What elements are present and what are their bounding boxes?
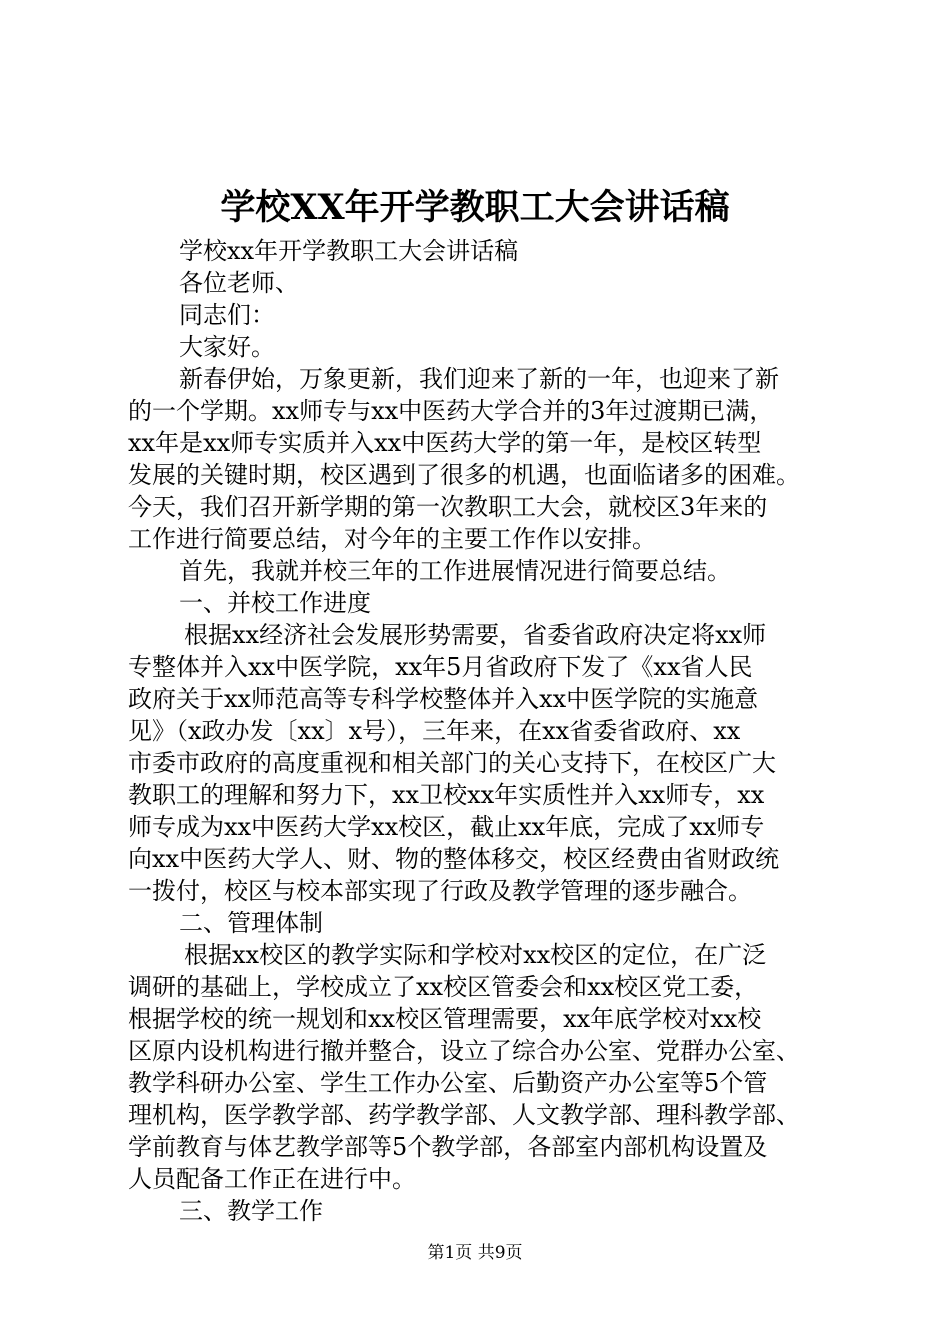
paragraph-line: 理机构，医学教学部、药学教学部、人文教学部、理科教学部、 (128, 1101, 800, 1129)
paragraph-line: 发展的关键时期，校区遇到了很多的机遇，也面临诸多的困难。 (128, 461, 800, 489)
paragraph-line: 区原内设机构进行撤并整合，设立了综合办公室、党群办公室、 (128, 1037, 800, 1065)
section-heading: 二、管理体制 (179, 909, 323, 937)
paragraph-line: 今天，我们召开新学期的第一次教职工大会，就校区3年来的 (128, 493, 768, 521)
paragraph-line: 的一个学期。xx师专与xx中医药大学合并的3年过渡期已满， (128, 397, 774, 425)
paragraph-line: xx年是xx师专实质并入xx中医药大学的第一年，是校区转型 (128, 429, 762, 457)
paragraph-line: 大家好。 (179, 333, 275, 361)
page-number-footer: 第1页 共9页 (427, 1243, 523, 1263)
section-heading: 三、教学工作 (179, 1197, 323, 1225)
paragraph-line: 各位老师、 (179, 269, 299, 297)
paragraph-line: 政府关于xx师范高等专科学校整体并入xx中医学院的实施意 (128, 685, 759, 713)
paragraph-line: 教学科研办公室、学生工作办公室、后勤资产办公室等5个管 (128, 1069, 768, 1097)
paragraph-line: 首先，我就并校三年的工作进展情况进行简要总结。 (179, 557, 731, 585)
paragraph-line: 根据学校的统一规划和xx校区管理需要，xx年底学校对xx校 (128, 1005, 762, 1033)
paragraph-line: 调研的基础上，学校成立了xx校区管委会和xx校区党工委， (128, 973, 759, 1001)
paragraph-line: 师专成为xx中医药大学xx校区，截止xx年底，完成了xx师专 (128, 813, 765, 841)
paragraph-line: 学前教育与体艺教学部等5个教学部，各部室内部机构设置及 (128, 1133, 768, 1161)
section-heading: 一、并校工作进度 (179, 589, 371, 617)
paragraph-line: 根据xx校区的教学实际和学校对xx校区的定位，在广泛 (184, 941, 767, 969)
document-title: 学校XX年开学教职工大会讲话稿 (220, 187, 730, 228)
paragraph-line: 工作进行简要总结，对今年的主要工作作以安排。 (128, 525, 656, 553)
paragraph-line: 人员配备工作正在进行中。 (128, 1165, 416, 1193)
paragraph-line: 学校xx年开学教职工大会讲话稿 (179, 237, 519, 265)
paragraph-line: 向xx中医药大学人、财、物的整体移交，校区经费由省财政统 (128, 845, 780, 873)
paragraph-line: 一拨付，校区与校本部实现了行政及教学管理的逐步融合。 (128, 877, 752, 905)
paragraph-line: 教职工的理解和努力下，xx卫校xx年实质性并入xx师专，xx (128, 781, 765, 809)
document-body (128, 235, 858, 1227)
paragraph-line: 市委市政府的高度重视和相关部门的关心支持下，在校区广大 (128, 749, 776, 777)
paragraph-line: 见》（x政办发〔xx〕x号），三年来，在xx省委省政府、xx (128, 717, 741, 745)
paragraph-line: 新春伊始，万象更新，我们迎来了新的一年，也迎来了新 (179, 365, 779, 393)
paragraph-line: 同志们： (179, 301, 275, 329)
paragraph-line: 根据xx经济社会发展形势需要，省委省政府决定将xx师 (184, 621, 767, 649)
paragraph-line: 专整体并入xx中医学院，xx年5月省政府下发了《xx省人民 (128, 653, 753, 681)
